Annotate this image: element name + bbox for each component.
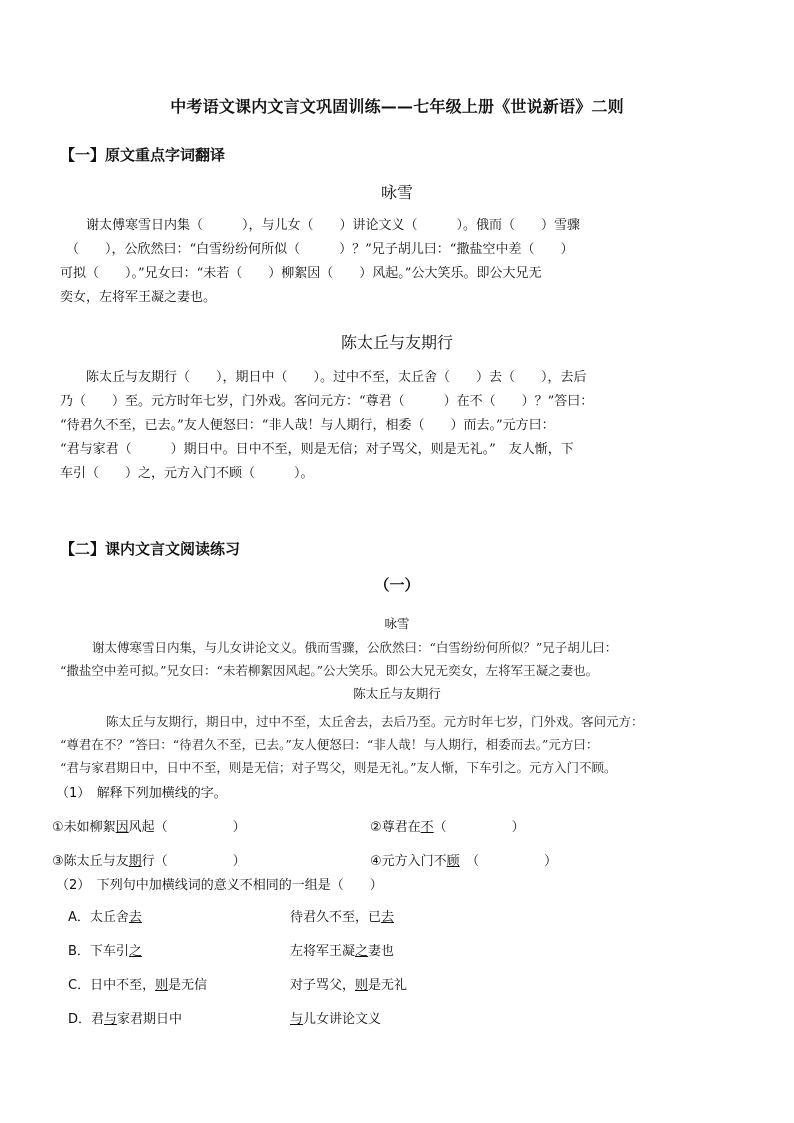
q2-option-d-right: 与儿女讲论文义 <box>290 1012 382 1027</box>
section2-heading: 【二】课内文言文阅读练习 <box>60 540 241 558</box>
reading1-line-1: 谢太傅寒雪日内集，与儿女讲论文义。俄而雪骤，公欣然曰：“白雪纷纷何所似？”兄子胡儿曰： <box>92 640 618 655</box>
poem1-line-2: （ ），公欣然曰：“白雪纷纷何所似（ ）？”兄子胡儿曰：“撒盐空中差（ ） <box>66 242 574 257</box>
q2-option-c-left: C．日中不至，则是无信 <box>68 978 208 993</box>
poem2-line-3: “待君久不至，已去。”友人便怒曰：“非人哉！与人期行，相委（ ）而去。”元方曰： <box>60 418 555 433</box>
reading1-line-2: “撒盐空中差可拟。”兄女曰：“未若柳絮因风起。”公大笑乐。即公大兄无奕女，左将军王凝之妻也。 <box>60 663 599 678</box>
reading1-title: 咏雪 <box>384 616 410 631</box>
q2-option-c-right: 对子骂父，则是无礼 <box>290 978 408 993</box>
poem2-line-4: “君与家君（ ）期日中。日中不至，则是无信；对子骂父，则是无礼。” 友人惭，下 <box>60 442 574 457</box>
reading2-line-3: “君与家君期日中，日中不至，则是无信；对子骂父，则是无礼。”友人惭，下车引之。元方入门不顾。 <box>60 760 617 775</box>
section1-heading: 【一】原文重点字词翻译 <box>60 146 226 164</box>
question2-label: （2） 下列句中加横线词的意义不相同的一组是（ ） <box>56 878 383 893</box>
part-label: （一） <box>374 576 420 594</box>
q2-option-a-right: 待君久不至，已去 <box>290 910 395 925</box>
q2-option-b-right: 左将军王凝之妻也 <box>290 944 395 959</box>
poem2-line-1: 陈太丘与友期行（ ），期日中（ ）。过中不至，太丘舍（ ）去（ ），去后 <box>86 370 587 385</box>
q1-item-3: ③陈太丘与友期行（ ） <box>52 854 246 869</box>
q2-option-a-left: A．太丘舍去 <box>68 910 142 925</box>
page-title: 中考语文课内文言文巩固训练——七年级上册《世说新语》二则 <box>170 97 624 116</box>
poem1-line-3: 可拟（ ）。”兄女曰：“未若（ ）柳絮因（ ）风起。”公大笑乐。即公大兄无 <box>60 266 542 281</box>
q2-option-b-left: B．下车引之 <box>68 944 142 959</box>
poem1-line-4: 奕女，左将军王凝之妻也。 <box>60 290 217 305</box>
poem2-line-5: 车引（ ）之，元方入门不顾（ ）。 <box>60 466 314 481</box>
q1-item-1: ①未如柳絮因风起（ ） <box>52 820 246 835</box>
poem2-line-2: 乃（ ）至。元方时年七岁，门外戏。客问元方：“尊君（ ）在不（ ）？”答曰： <box>60 394 594 409</box>
q1-item-2: ②尊君在不（ ） <box>370 820 525 835</box>
poem1-line-1: 谢太傅寒雪日内集（ ），与儿女（ ）讲论文义（ ）。俄而（ ）雪骤 <box>86 218 581 233</box>
reading2-line-2: “尊君在不？”答曰：“待君久不至，已去。”友人便怒曰：“非人哉！与人期行，相委而去。”元方曰： <box>60 737 599 752</box>
q1-item-4: ④元方入门不顾 （ ） <box>370 854 558 869</box>
q2-option-d-left: D．君与家君期日中 <box>68 1012 183 1027</box>
reading2-title: 陈太丘与友期行 <box>353 686 441 701</box>
poem2-title: 陈太丘与友期行 <box>340 333 453 352</box>
question1-label: （1） 解释下列加横线的字。 <box>56 786 227 801</box>
reading2-line-1: 陈太丘与友期行，期日中，过中不至，太丘舍去，去后乃至。元方时年七岁，门外戏。客问元方： <box>106 714 644 729</box>
poem1-title: 咏雪 <box>380 183 413 202</box>
